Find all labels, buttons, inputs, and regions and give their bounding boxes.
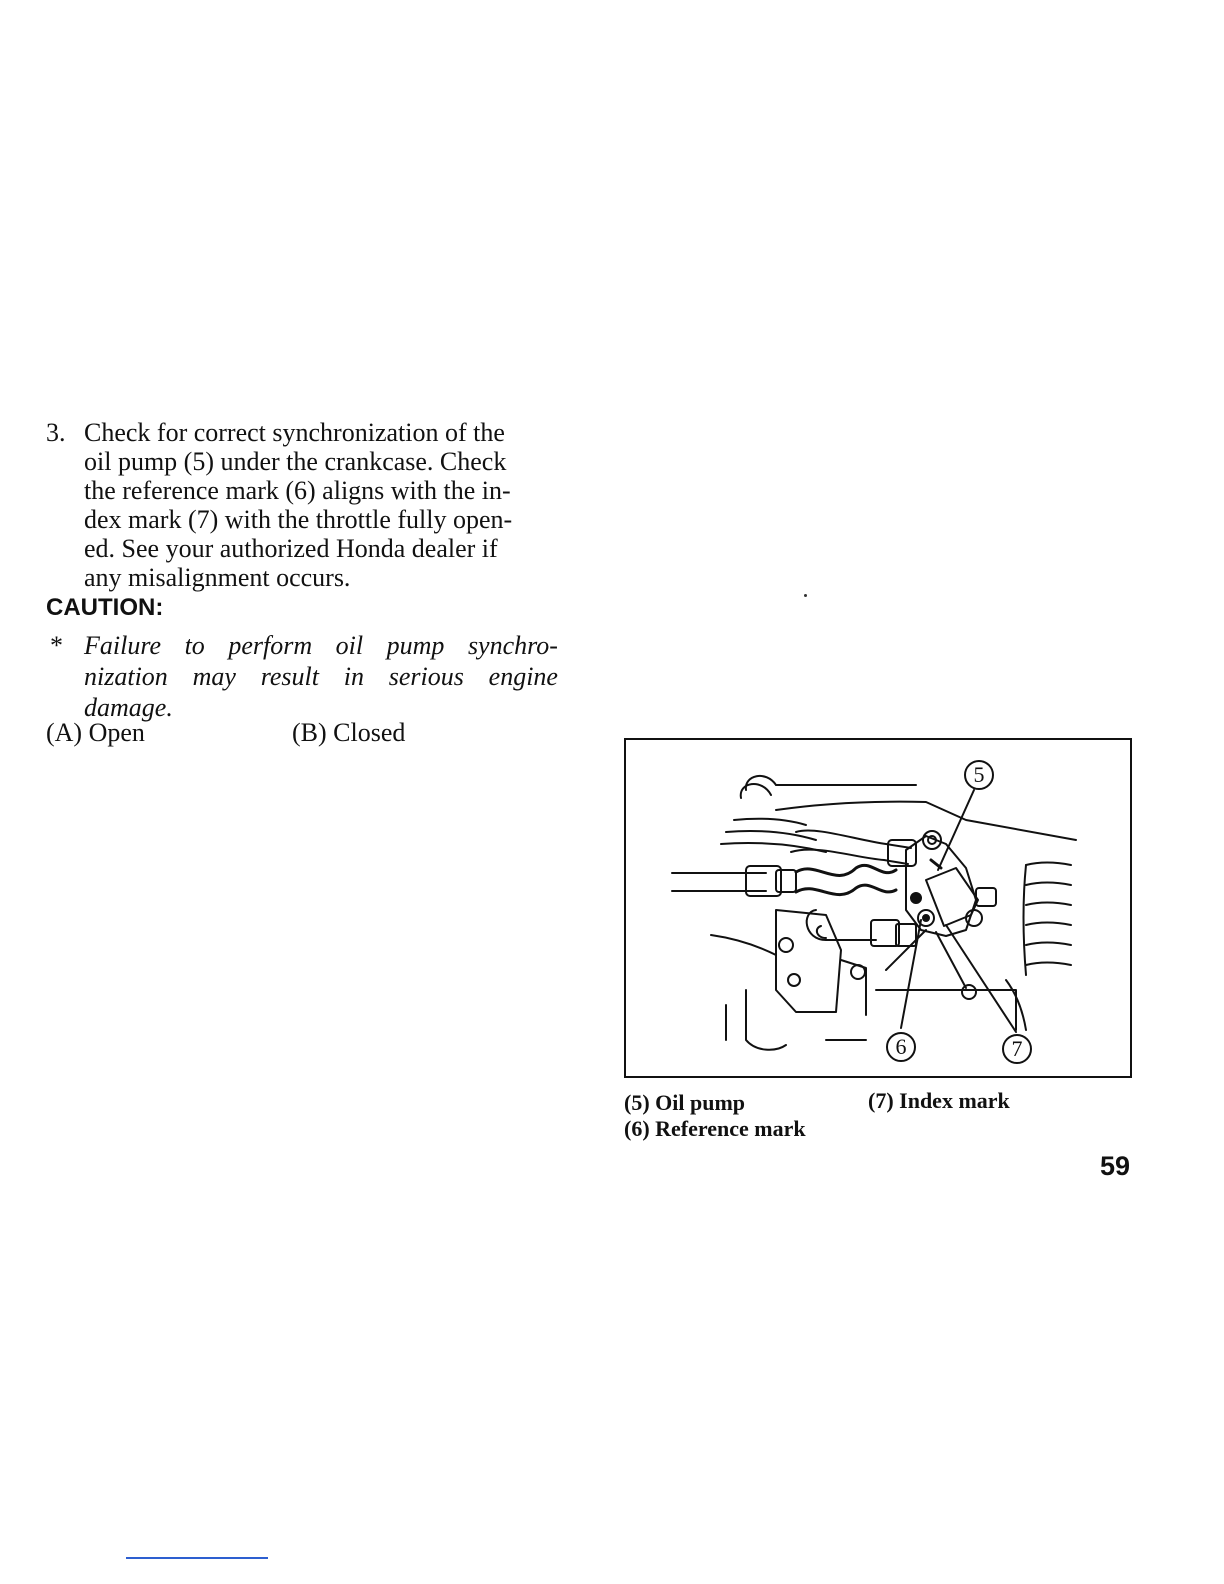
caution-word: may [192,662,236,691]
caution-word: oil [335,631,364,660]
oil-pump-figure [624,738,1132,1078]
legend-closed: (B) Closed [292,718,406,747]
caution-word: nization [84,662,168,691]
caution-word: Failure [84,631,162,660]
oil-pump-illustration [626,740,1130,1076]
step-line: dex mark (7) with the throttle fully open- [84,505,513,534]
caution-bullet: * [50,631,63,660]
bottom-rule [126,1557,268,1559]
caution-word: synchro- [467,631,558,660]
step-line: oil pump (5) under the crankcase. Check [84,447,507,476]
caution-word: perform [228,631,313,660]
caption-reference-mark: (6) Reference mark [624,1116,806,1141]
callout-5: 5 [964,760,994,790]
page-number: 59 [1100,1151,1131,1181]
caution-text [46,630,558,723]
instruction-step-3 [46,418,558,592]
caution-line: damage. [84,693,173,722]
caution-word: to [184,631,205,660]
step-line: the reference mark (6) aligns with the in- [84,476,511,505]
callout-7: 7 [1002,1034,1032,1064]
caption-oil-pump: (5) Oil pump [624,1090,746,1115]
caution-word: pump [386,631,445,660]
caption-index-mark: (7) Index mark [868,1088,1010,1113]
step-line: ed. See your authorized Honda dealer if [84,534,498,563]
step-line: any misalignment occurs. [84,563,351,592]
caution-line [84,661,558,692]
step-number: 3. [46,418,66,447]
step-text [84,418,558,592]
step-line: Check for correct synchronization of the [84,418,505,447]
caution-line [84,630,558,661]
stray-dot [804,594,807,597]
caution-heading: CAUTION: [46,594,164,621]
legend-open: (A) Open [46,718,145,747]
caution-word: result [260,662,319,691]
callout-6: 6 [886,1032,916,1062]
caution-word: engine [488,662,558,691]
caution-word: in [343,662,364,691]
caution-word: serious [388,662,464,691]
